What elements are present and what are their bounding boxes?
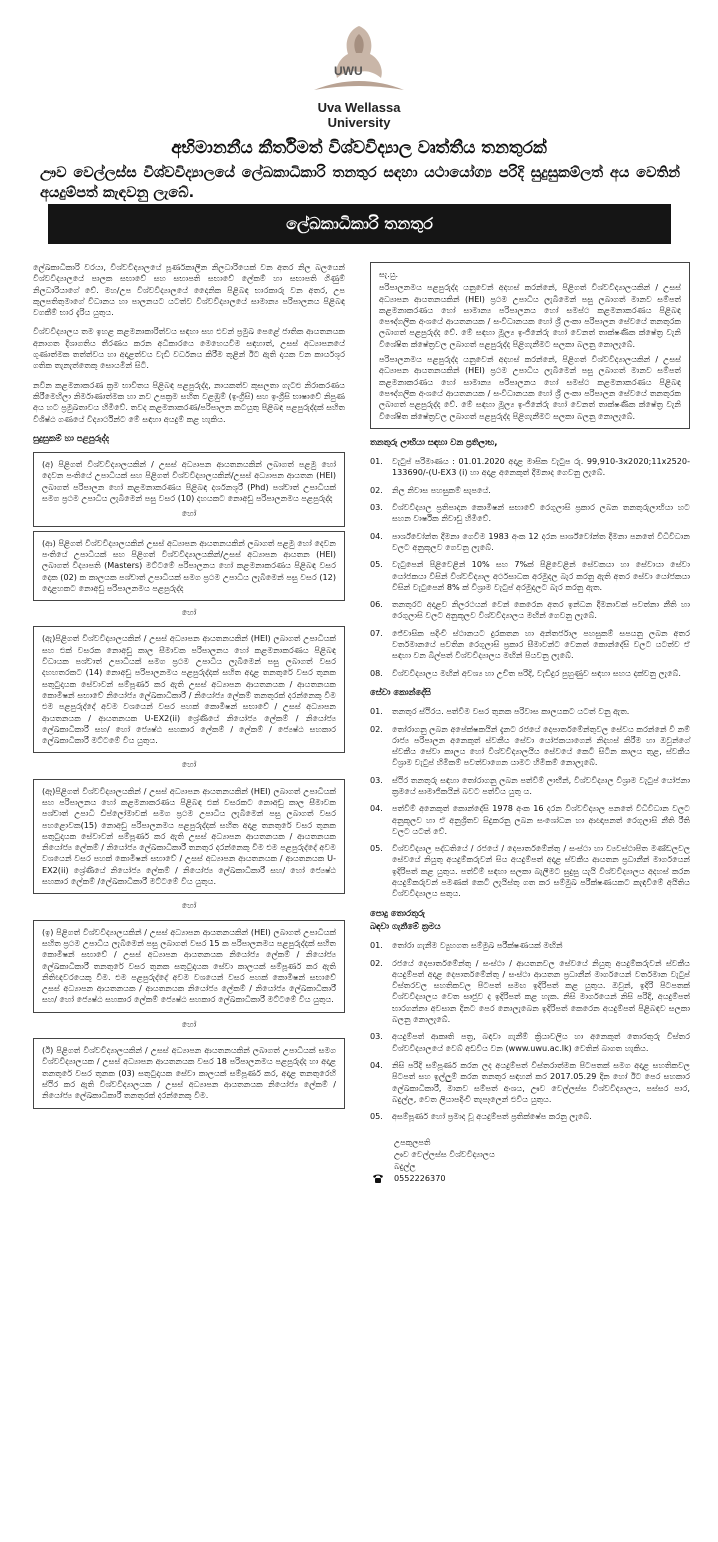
phone-number: 0552226370 — [394, 1173, 446, 1184]
general-info-number: 01. — [370, 940, 383, 951]
benefit-number: 05. — [370, 559, 383, 570]
benefit-text: විශ්වවිද්‍යාල ප්‍රතිපාදන කොමිෂන් සභාවේ රෙගුලාසි ප්‍රකාර ලබන තනතුරුලාභියා හට සහන වාර්ෂික නිවාඩු හිමිවේ. — [392, 502, 690, 524]
org-name-line1: Uva Wellassa — [317, 100, 401, 115]
benefit-text: ජේවාසික පදිංචි ස්ථානයට දුරකතන හා අන්තර්ජාල පහසුකම් සපයනු ලබන අතර වර්තමානයේ පවතින රෙගුලාසි ප්‍රකාර සීමාවන්ට වෙනත් කොන්දේසි වලට යටත්ව ඒ සඳහා වන බිල්පත් විශ්වවිද්‍යාලය මඟින් පියවනු ලැබේ. — [392, 627, 690, 661]
benefit-item — [370, 485, 690, 496]
selection-method-heading: බඳවා ගැනීමේ ක්‍රමය — [370, 920, 441, 931]
term-text: ස්ථිර තනතුරු සඳහා තෝරාගනු ලබන පත්වීම් ලාභීන්, විශ්වවිද්‍යාල විශ්‍රාම වැටුප් යෝජනා ක්‍රමයේ සාමාජිකයින් බවට පත්විය යුතු ය. — [392, 774, 690, 796]
org-name-line2: University — [327, 115, 391, 130]
general-info-text: රජයේ දෙපාර්තමේන්තු / සංස්ථා / ආයතනවල සේවයේ නියුතු අයදුම්කරුවන් ස්වකීය අයදුම්පත් අදාළ දෙපාර්තමේන්තු / සංස්ථා ආයතන ප්‍රධානීන් මාර්ගයෙන් වර්තමාන වැටුප් විස්තරවල සහතිකවල පිටපත් සමඟ ඉදිරිපත් කළ යුතුය. ඔවුන්, ඉදිරි පිටපතක් විශ්වවිද්‍යාලය වෙත සෘජුව ද ඉදිරිපත් කළ හැක. නිසි මාර්ගයෙන් නිසි පරිදි, අයදුම්පත් භාරගන්නා අවසාන දිනට පෙර නොලැබෙන ඉදිරිපත් කෙරෙන අයදුම්පත් පිළිබඳව සලකා බලනු නොලැබේ. — [392, 957, 690, 1025]
term-item — [370, 706, 690, 717]
qualification-c — [33, 626, 345, 753]
qualification-f-text: (ඊ) පිළිගත් විශ්වවිද්‍යාලයකින් / උසස් අධ්‍යාපන ආයතනයකින් ලබාගත් උපාධියක් සමග විශ්වවිද්‍යාලයක / උසස් අධ්‍යාපන ආයතනයක වසර 18 පරිපාලනමය පළපුරුද්ද හා අදාළ තනතුරේ වසර තුනක (03) සතුටුදායක සේවා කාලයක් සම්පූර්ණ කර, අදාළ තනතුරෙහි ස්ථිර කර ඇති විශ්වවිද්‍යාලයක / උසස් අධ්‍යාපන ආයතනයක නියෝජ්‍ය ලේකම් / නියෝජ්‍ය ලේඛකාධිකාරී තනතුරක් දරන්නෙකු විම. — [42, 1045, 336, 1101]
qualification-a-text: (අ) පිළිගත් විශ්වවිද්‍යාලයකින් / උසස් අධ්‍යාපන ආයතනයකින් ලබාගත් පළමු හෝ දෙවන පංතියේ උපාධියක් සහ පිළිගත් විශ්වවිද්‍යාලයකින්/උසස් අධ්‍යාපන ආයතන (HEI) ලබාගත් පරිපාලන හෝ කළමනාකරණය පිළිබඳ දර්ශනශූරී (Phd) පශ්චාත් උපාධියක් සමග ප්‍රථම උපාධිය ලැබීමෙන් පසු වසර (10) දහයකට නොඅඩු පරිපාලනමය පළපුරුද්ද — [42, 459, 336, 504]
or-separator: හෝ — [181, 607, 197, 618]
position-banner: ලේඛකාධිකාරි තනතුර — [48, 204, 671, 244]
term-text: පත්වීම් අනෙකුත් කොන්දේසි 1978 අංක 16 දරන විශ්වවිද්‍යාල පනතේ විධිවිධාන වලට අනුකූලව හා ඒ අනුශ්‍රිතව සිදුකරනු ලබන සංශෝධන හා ආඥාපනත් රෙගුලාසි නීති රීති වලට යටත් වේ. — [392, 803, 690, 836]
signature-block — [370, 1136, 690, 1184]
general-info-item — [370, 1060, 690, 1105]
benefit-text: පාර්ශ්වෝන්ත දීමනා ගෙවීම 1983 අංක 12 දරන පාර්ශ්වෝන්ත දීමනා පනතේ විධිවිධාන වලට අනුකූලව ගෙවනු ලැබේ. — [392, 530, 690, 552]
benefit-number: 01. — [370, 456, 383, 467]
benefit-text: වැටුපෙන් පිළිවෙළින් 10% සහ 7%ක් පිළිවෙළින් සේවකයා හා සේවායා සේවා යෝජකයා විසින් විශ්වවිද්‍යාල අර්ථසාධක අරමුදල බැර කරනු ඇති අතර සේවා යෝජකයා විසින් වැටුපෙන් 8% ක් විශ්‍රාම වැටුප් අරමුදලට බැර කරනු ඇත. — [392, 559, 690, 592]
benefit-item — [370, 502, 690, 525]
general-info-list — [370, 940, 690, 1122]
benefit-number: 08. — [370, 667, 383, 678]
benefit-item — [370, 628, 690, 662]
benefit-number: 02. — [370, 484, 383, 495]
benefits-list — [370, 456, 690, 679]
general-info-text: නිසි පරිදි සම්පූර්ණ කරන ලද අයදුම්පත් විස්තරාත්මක පිටපතක් සමග අදාළ සහතිකවල පිටපත් සහ ඉල්ලුම් කරන තනතුර සඳහන් කර 2017.05.29 දින හෝ ඊට පෙර සහකාර ලේඛකාධිකාරී, මානව සම්පත් අංශය, ඌව වෙල්ලස්ස විශ්වවිද්‍යාලය, පස්සර පාර, බදුල්ල, වෙත ලියාපදිංචි තැපෑලෙන් එවිය යුතුය. — [392, 1059, 690, 1104]
general-info-item — [370, 1031, 690, 1054]
term-number: 03. — [370, 774, 383, 785]
general-info-number: 03. — [370, 1031, 383, 1042]
qualification-d-text: (ඈ)පිළිගත් විශ්වවිද්‍යාලයකින් / උසස් අධ්‍යාපන ආයතනයකින් (HEI) ලබාගත් උපාධියක් සහ පරිපාලනය හෝ කළමනාකරණය පිළිබඳ එක් වසරකට නොඅඩු කාල සීමාවක පශ්චාත් උපාධි ඩිප්ලෝමාවක් සමග ප්‍රථම උපාධිය ලැබීමෙන් පසු ලබාගත් වසර පහළොවක(15) නොඅඩු පරිපාලනමය පළපුරුද්දක් සහිත අදාළ තනතුරේ වසර තුනක සතුටුදායක සේවාවන් සම්පූර්ණ කර ඇති උසස් අධ්‍යාපන ආයතනයක / ආයතනයක නියෝජ්‍ය ලේකම් / නියෝජ්‍ය ලේඛකාධිකාරී තනතුර දරන්නෙකු වීම එම පළපුරුද්දේ අවම වශයෙන් වසර පහක් කොමිෂන් සභාවේ / උසස් අධ්‍යාපන ආයතනයක / ආයතනයක U-EX2(ii) ශ්‍රේණියේ නියෝජ්‍ය ලේකම් / නියෝජ්‍ය ලේඛකාධිකාරී සහ/ හෝ ජ්‍යෙෂ්ඨ සහකාර ලේකම් /ලේඛකාධිකාරී මට්ටමේ විය යුතුය. — [42, 785, 336, 887]
qualification-b — [33, 531, 345, 601]
term-item — [370, 775, 690, 798]
general-info-heading: පොදු තොරතුරු — [370, 907, 425, 918]
benefit-number: 06. — [370, 599, 383, 610]
qualification-c-text: (ඇ)පිළිගත් විශ්වවිද්‍යාලයකින් / උසස් අධ්‍යාපන ආයතනයකින් (HEI) ලබාගත් උපාධියක් සහ එක් වසරක නොඅඩු කාල සීමාවක පරිපාලනය හෝ කළමනාකරණය පිළිබඳ විධායක පශ්චාත් උපාධියක් සමග ප්‍රථම උපාධිය ලැබීමෙන් පසු ලබාගත් වසර දහහතරකට (14) නොඅඩු පරිපාලනමය පළපුරුද්දක් සහිත අදාළ තනතුරේ වසර තුනක සතුටුදායක සේවාවන් සම්පූර්ණ කර ඇති උසස් අධ්‍යාපන ආයතනයක / ආයතනයක කොමිෂන් සභාවේ නියෝජ්‍ය ලේඛකාධිකාරී / නියෝජ්‍ය ලේකම් තනතුරක් දරන්නෙකු වීම එම පළපුරුද්දේ අවම වශයෙන් වසර පහක් කොමිෂන් සභාවේ / උසස් අධ්‍යාපන ආයතනයක / ආයතනයක U-EX2(ii) ශ්‍රේණියේ නියෝජ්‍ය ලේකම් / නියෝජ්‍ය ලේඛකාධිකාරී සහ/ හෝ ජ්‍යෙෂ්ඨ සහකාර ලේකම් / ලේකම් / ජ්‍යෙෂ්ඨ සහකාර ලේඛකාධිකාරී මට්ටමේ විය යුතුය. — [42, 633, 336, 746]
benefit-number: 03. — [370, 502, 383, 513]
benefit-item — [370, 599, 690, 622]
left-column — [33, 262, 345, 1113]
term-item — [370, 843, 690, 899]
benefit-text: විශ්වවිද්‍යාලය මඟින් අවශ්‍ය හා උචිත පරිදි, වැඩිදුර පුහුණුව සඳහා සහය දක්වනු ලැබේ. — [392, 667, 681, 678]
terms-heading: සේවා කොන්දේසි — [370, 686, 431, 697]
term-text: විශ්වවිද්‍යාල පද්ධතියේ / රජයේ / දෙපාර්තමේන්තු / සංස්ථා හා ව්‍යවස්ථාපිත මණ්ඩලවල සේවයේ නියුතු අයදුම්කරුවන් සිය අයදුම්පත් අදාළ ස්වකීය ආයතන ප්‍රධානීන් මාර්ගයෙන් ඉදිරිපත් කළ යුතුය. පත්වීම් සඳහා සලකා බැලීමට සුදුසු යැයි විශ්වවිද්‍යාලය අදහස් කරන අයදුම්කරුවන් පමණක් කෙටි ලැයිස්තු ගත කර සම්මුඛ පරීක්ෂණයකට කැඳවීමේ අයිතිය විශ්වවිද්‍යාලය සතුය. — [392, 843, 690, 899]
benefit-number: 07. — [370, 627, 383, 638]
intro-paragraph-3: නවීන කළමනාකරණ ක්‍රම භාවිතය පිළිබඳ පළපුරුද්ද, නායකත්ව කුසලතා ගැටළු නිරාකරණය කිරීමෙහිලා නිර්මාණාත්මක හා නව උපක්‍රම සහිත වළඹුම් (ඉංග්‍රීසි) සහ ඉංග්‍රීසි භාෂාවේ නිපුණ අය හට ප්‍රමුඛතාවය හිමිවේ. තවද කළමනාකරණ/පරිපාලන කටයුතු පිළිබඳ පළපුරුද්දක් සහිත විශිෂ්ඨ ගණයේ විද්‍යාර්ථින්ට මේ සඳහා අයදුම් කළ හැකිය. — [33, 379, 345, 424]
or-separator: හෝ — [181, 759, 197, 770]
term-item — [370, 724, 690, 769]
general-info-item — [370, 1111, 690, 1122]
benefit-item — [370, 668, 690, 679]
benefit-text: තනතුරට අදාළව නිලරථයන් වෙන් කෙරෙන අතර ඉන්ධන දීමනාවක් පවත්නා නීති හා රෙගුලාසි වලට අනුකූලව විශ්වවිද්‍යාලය මඟින් ගෙවනු ලැබේ. — [392, 599, 690, 621]
terms-list — [370, 706, 690, 899]
qualification-a — [33, 452, 345, 526]
benefits-heading: තනතුරු ලාභියා සඳහා වන ප්‍රතිලාභ, — [370, 436, 498, 447]
signatory-university: ඌව වෙල්ලස්ස විශ්වවිද්‍යාලය — [394, 1149, 495, 1160]
phone-line — [394, 1172, 690, 1184]
right-column — [370, 262, 690, 1184]
general-info-item — [370, 940, 690, 951]
benefit-item — [370, 531, 690, 554]
or-separator: හෝ — [181, 508, 197, 519]
general-info-item — [370, 958, 690, 1026]
term-text: තනතුර ස්ථිරය. පත්වීම වසර තුනක පරිවාස කාලයකට යටත් වනු ඇත. — [392, 706, 630, 717]
qualifications-heading: සුදුසුකම් හා පළපුරුද්ද — [33, 432, 109, 443]
signatory-city: බදුල්ල — [394, 1161, 416, 1172]
note-label: සැ.යු. — [379, 269, 399, 279]
term-text: තෝරාගනු ලබන අපේක්ෂකයින් දැනට රජයේ දෙපාර්තමේන්තුවල සේවය කරන්නේ වී නම් රාජ්‍ය පරිපාලන අනෙකුත් ස්වකීය සේවා යෝජකයාගෙන් නිදහස් කිරීම හා ඔවුන්ගේ ස්වකීය සේවා කාලය හෝ විශ්වවිද්‍යාලයීය සේවයේ කෙටි සිටින කාලය තුළ, ස්වකීය විශ්‍රාම වැටුප් හිමිකම් පවත්වාගෙන යාමට හිමිකම් නොලැබේ. — [392, 723, 690, 768]
qualification-e — [33, 920, 345, 1013]
general-info-number: 05. — [370, 1111, 383, 1122]
logo-emblem-icon — [304, 20, 414, 100]
qualification-b-text: (ආ) පිළිගත් විශ්වවිද්‍යාලයකින් උසස් අධ්‍යාපන ආයතනයකින් ලබාගත් පළමු හෝ දෙවන පංතියේ උපාධියක් සහ පිළිගත් විශ්වවිද්‍යාලයකින්/උසස් අධ්‍යාපන ආයතන (HEI) ලබාගත් විද්‍යාපති (Masters) මට්ටමේ පරිපාලනය හෝ කළමනාකරණය පිළිබඳ වසර දෙක (02) ක කාලයක පශ්චාත් උපාධියක් සමග ප්‍රථම උපාධිය ලැබීමෙන් පසු වසර (12) දොළහකට නොඅඩු පරිපාලනමය පළපුරුද්ද — [42, 537, 336, 593]
benefit-text: නිල නිවාස පහසුකම් සැපයේ. — [392, 484, 491, 495]
term-item — [370, 803, 690, 837]
general-info-text: අසම්පූර්ණ හෝ ප්‍රමාද වූ අයදුම්පත් ප්‍රතික්ෂේප කරනු ලැබේ. — [392, 1111, 592, 1122]
or-separator: හෝ — [181, 900, 197, 911]
term-number: 01. — [370, 706, 383, 717]
logo-text: UWU — [334, 64, 363, 78]
benefit-number: 04. — [370, 530, 383, 541]
qualification-d — [33, 779, 345, 895]
benefit-item — [370, 456, 690, 479]
intro-paragraph-1: ලේඛකාධිකාරි වරයා, විශ්වවිද්‍යාලයේ පූර්ණකාලීන නිලධාරියෙක් වන අතර නිල බලයෙන් විශ්වවිද්‍යාලයේ පාලක සභාවේ සහ සභාපති සභාවේ ලේකම් හා සභාපති ගිණුම් නිලධාරියාගේ වේ. මහ/උප විශ්වවිද්‍යාලයේ දෛනික පිළිබඳ භාරකාරු වන අතර, උප කුලපතිතුමාගේ විධානය හා පාලනයට යටත්ව විශ්වවිද්‍යාලයේ සාමාන්‍ය පරිපාලනය පිළිබඳ වගකීම් භාර දැරිය යුතුය. — [33, 262, 345, 318]
benefit-item — [370, 559, 690, 593]
term-number: 05. — [370, 843, 383, 854]
note-box — [370, 262, 690, 429]
page-title: අභිමානනීය කීර්තිමත් විශ්වවිද්‍යාල වෘත්තීය තනතුරක් — [171, 138, 547, 158]
general-info-number: 04. — [370, 1059, 383, 1070]
signatory-title: උපකුලපති — [394, 1137, 431, 1148]
note-paragraph-1: පරිපාලනමය පළපුරුද්ද යනුවෙන් අදහස් කරන්නේ, පිළිගත් විශ්වවිද්‍යාලයකින් / උසස් අධ්‍යාපන ආයතනයකින් (HEI) ප්‍රථම උපාධිය ලැබීමෙන් පසු ලබාගත් මානව සම්පත් කළමනාකරණය හෝ සාමාන්‍ය පරිපාලනය හෝ සමස්ථ කළමනාකරණය පිළිබඳ පෞද්ගලික අංශයේ ආයතනයක / සංවිධානයක හෝ ශ්‍රී ලංකා පරිපාලන සේවයේ තනතුරක ලබාගත් පළපුරුද්ද වේ. මේ සඳහා මූල්‍ය ඉංජිනේරු හෝ වෙනත් තාක්ෂණික ක්ෂේත්‍ර වැනි විශේෂිත ක්ෂේත්‍රවල ලබාගත් පළපුරුද්ද පිළිගැනීමට සලකා බලනු නොලැබේ. — [379, 282, 681, 349]
benefit-text: වැටුප් පරිමාණය : 01.01.2020 අදාළ මාසික වැටුප රු. 99,910-3x2020;11x2520-133690/-(U-EX3 (i) හා අදාළ අනෙකුත් දීමනාද ගෙවනු ලැබේ. — [392, 456, 690, 478]
or-separator: හෝ — [181, 1018, 197, 1029]
general-info-text: අයදුම්පත් ආකෘති පත්‍ර, බඳවා ගැනීම් ක්‍රියාවලිය හා අනෙකුත් තොරතුරු විස්තර විශ්වවිද්‍යාලයේ වෙබ් අඩවිය වන (www.uwu.ac.lk) වෙතින් බාගත හැකිය. — [392, 1031, 690, 1053]
telephone-icon — [372, 1173, 384, 1184]
term-number: 02. — [370, 723, 383, 734]
intro-paragraph-2: විශ්වවිද්‍යාලය තම ඉහළ කළමනාකාරිත්වය සඳහා සහ එවන් ප්‍රමුඛ පෙළේ ජාතික ආයතනයක අනාගත දිශාගතිය තීරණය කරන අධිකාරයෙ මෙහෙයවීම සඳහාත්, උසස් අධ්‍යාපනයේ ගුණාත්මක තත්ත්වය හා අදාළත්වය වැඩි වර්ධනය කිරීම තුළින් ඊට ඇති දායක වන කාර්යශූර ගතික තැනැත්තෙකු සොයමින් සිටී. — [33, 326, 345, 371]
page-subtitle: ඌව වෙල්ලස්ස විශ්වවිද්‍යාලයේ ලේඛකාධිකාරි තනතුර සඳහා යථායෝග්‍ය පරිදි සුදුසුකම්ලත් අය වෙතින් අයදුම්පත් කැඳවනු ලැබේ. — [40, 165, 680, 201]
term-number: 04. — [370, 803, 383, 814]
qualification-f — [33, 1038, 345, 1108]
university-logo — [294, 20, 424, 135]
note-paragraph-2: පරිපාලනමය පළපුරුද්ද යනුවෙන් අදහස් කරන්නේ, පිළිගත් විශ්වවිද්‍යාලයකින් / උසස් අධ්‍යාපන ආයතනයකින් (HEI) ප්‍රථම උපාධිය ලැබීමෙන් පසු ලබාගත් මානව සම්පත් කළමනාකරණය හෝ සාමාන්‍ය පරිපාලනය හෝ සමස්ථ කළමනාකරණය පිළිබඳ පෞද්ගලික අංශයේ ආයතනයක / සංවිධානයක හෝ ශ්‍රී ලංකා පරිපාලන සේවයේ තනතුරක ලබාගත් පළපුරුද්ද වේ. මේ සඳහා මූල්‍ය ඉංජිනේරු හෝ වෙනත් තාක්ෂණික ක්ෂේත්‍ර වැනි විශේෂිත ක්ෂේත්‍රවල ලබාගත් පළපුරුද්ද පිළිගැනීමට සලකා බලනු නොලැබේ. — [379, 354, 681, 421]
general-info-text: තෝරා ගැනීම ව්‍යුහගත සම්මුඛ පරීක්ෂණයක් මඟින් — [392, 940, 563, 951]
general-info-number: 02. — [370, 957, 383, 968]
qualification-e-text: (ඉ) පිළිගත් විශ්වවිද්‍යාලයකින් / උසස් අධ්‍යාපන ආයතනයකින් (HEI) ලබාගත් උපාධියක් සහිත ප්‍රථම උපාධිය ලැබීමෙන් පසු ලබාගත් වසර 15 ක පරිපාලනමය පළපුරුද්දක් සහිත කොමිෂන් සභාවේ / උසස් අධ්‍යාපන ආයතනයක නියෝජ්‍ය ලේකම් / නියෝජ්‍ය ලේඛකාධිකාරී තනතුරේ වසර තුනක සතුටුදායක සේවා කාලයක් සම්පූර්ණ කර ඇති නිතිඥවරයෙකු වීම. එම පළපුරුද්දේ අවම වශයෙන් වසර පහක් කොමිෂන් සභාවේ උසස් අධ්‍යාපන ආයතනයක / ආයතනයක නියෝජ්‍ය ලේකම් / නියෝජ්‍ය ලේඛකාධිකාරී සහ/ හෝ ජ්‍යෙෂ්ඨ සහකාර ලේකම් ජ්‍යෙෂ්ඨ සහකාර ලේඛකාධිකාරී මට්ටමේ විය යුතුය. — [42, 926, 336, 1005]
